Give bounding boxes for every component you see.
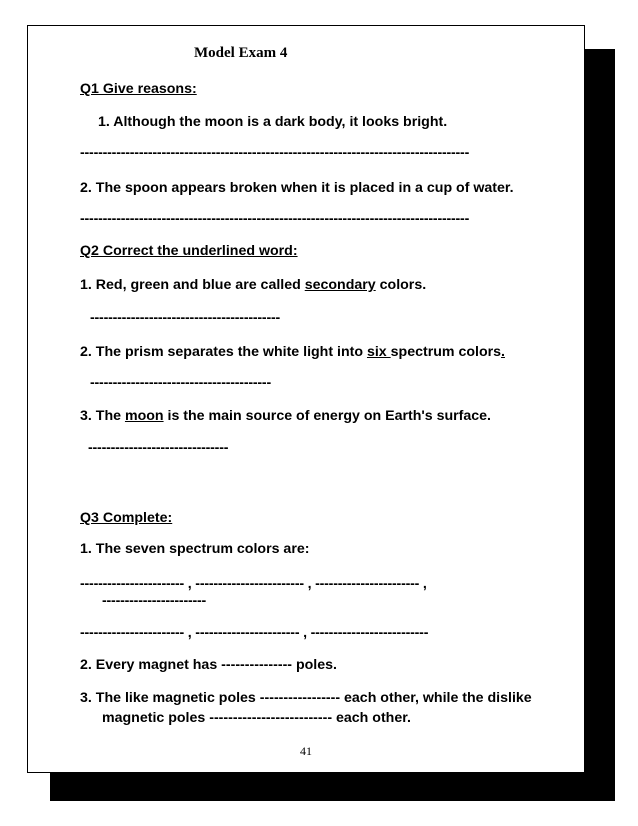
q3-blanks-line-2: ----------------------- , ----------------------- , -------------------------- [80, 625, 429, 641]
exam-title: Model Exam 4 [194, 45, 288, 61]
q3-item-3: 3. The like magnetic poles ----------------- each other, while the dislike [80, 690, 532, 706]
q2-item-3 [80, 407, 491, 425]
q3-blanks-line-1-cont: ----------------------- [102, 593, 207, 609]
q2-item-2-rest: spectrum colors [390, 344, 502, 360]
q1-heading: Q1 Give reasons: [80, 81, 197, 97]
q2-item-2-underlined: six [366, 344, 391, 360]
q2-item-2-text: 2. The prism separates the white light into [80, 344, 367, 360]
q2-item-3-underlined: moon [124, 408, 164, 424]
q2-heading: Q2 Correct the underlined word: [80, 243, 298, 259]
q2-item-1-end: colors. [375, 277, 427, 293]
q1-answer-line-2: -------------------------------------------------------------------------------------- [80, 211, 470, 227]
q2-answer-line-3: ------------------------------- [88, 440, 229, 456]
q2-item-1-text: 1. Red, green and blue are called [80, 277, 305, 293]
exam-page [27, 25, 585, 773]
q3-heading: Q3 Complete: [80, 510, 173, 526]
page-number: 41 [300, 744, 312, 758]
q2-item-3-text: 3. The [80, 408, 125, 424]
q2-item-2-period: . [501, 344, 505, 360]
q3-item-2: 2. Every magnet has --------------- poles. [80, 657, 337, 673]
q3-item-3-cont: magnetic poles -------------------------- each other. [102, 710, 411, 726]
q2-item-1-underlined: secondary [304, 277, 376, 293]
q2-item-3-rest: is the main source of energy on Earth's surface. [163, 408, 491, 424]
q2-item-1 [80, 276, 426, 294]
q2-item-2 [80, 343, 505, 361]
q3-blanks-line-1: ----------------------- , ------------------------ , ----------------------- , [80, 576, 427, 592]
q1-item-2: 2. The spoon appears broken when it is placed in a cup of water. [80, 180, 514, 196]
q2-answer-line-2: ---------------------------------------- [90, 375, 271, 391]
q1-item-1: 1. Although the moon is a dark body, it looks bright. [98, 114, 448, 130]
q3-item-1: 1. The seven spectrum colors are: [80, 541, 310, 557]
q2-answer-line-1: ------------------------------------------ [90, 310, 281, 326]
q1-answer-line-1: -------------------------------------------------------------------------------------- [80, 145, 470, 161]
